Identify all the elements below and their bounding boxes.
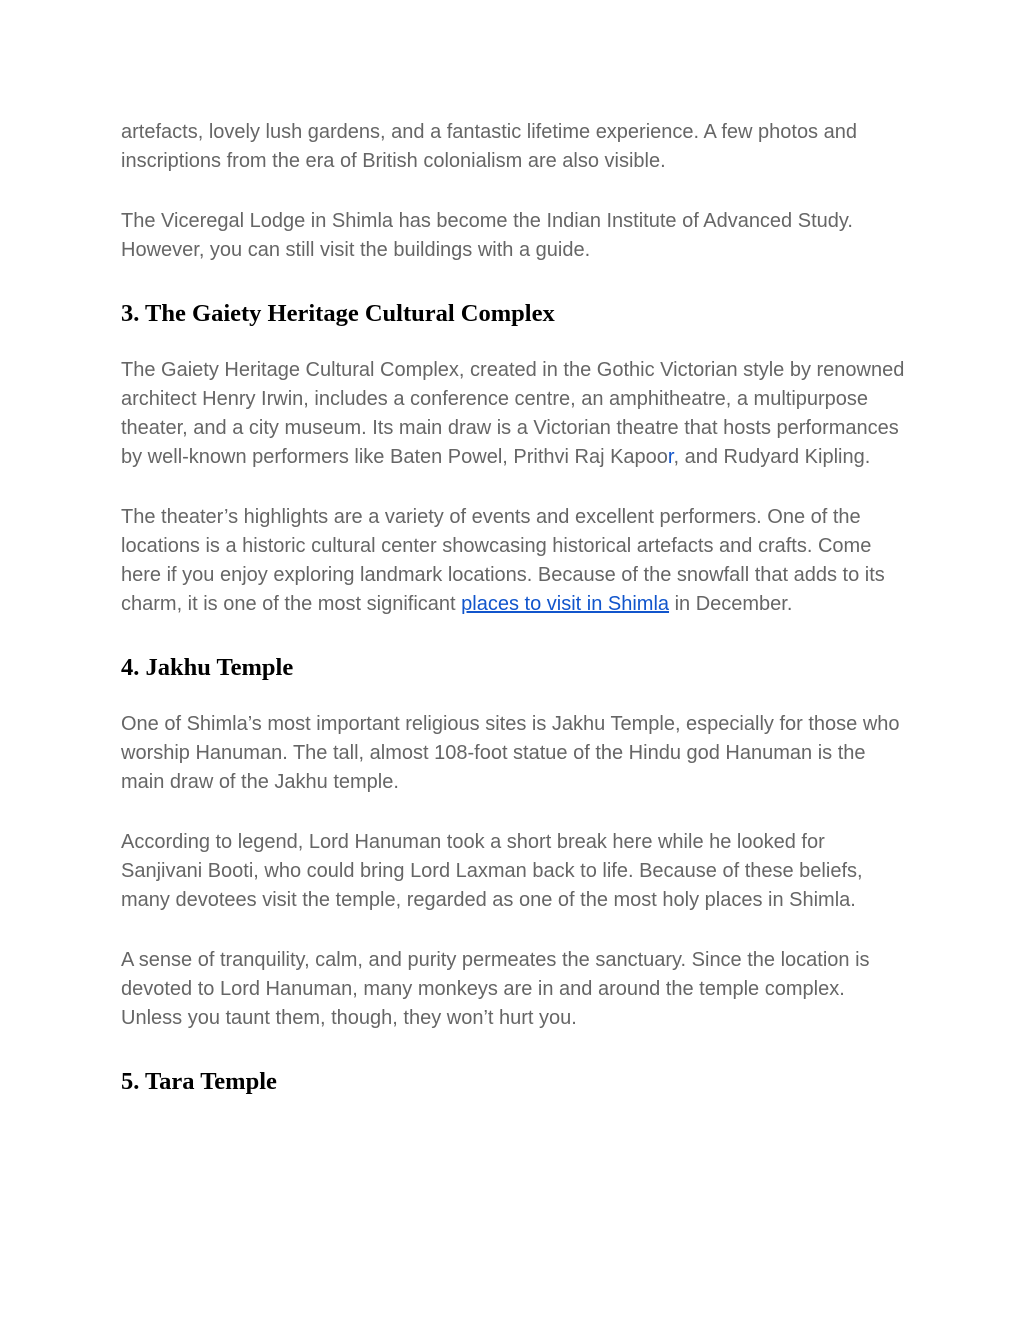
gaiety-description-blue-letter: r: [667, 446, 674, 468]
paragraph-theater-highlights: [121, 503, 911, 619]
theater-highlights-text: The theater’s highlights are a variety of events and excellent performers. One of the locations is a historic cultural center showcasing historical artefacts and crafts. Come here if you enjoy exploring landmark locations. Because of the snowfall that adds to its charm, it is one of the most significant: [121, 506, 885, 615]
paragraph-viceregal-lodge: The Viceregal Lodge in Shimla has become the Indian Institute of Advanced Study. However, you can still visit the buildings with a guide.: [121, 210, 853, 261]
document-content: [121, 118, 911, 1097]
heading-jakhu-temple: 4. Jakhu Temple: [121, 654, 294, 681]
paragraph-jakhu-sanctuary: A sense of tranquility, calm, and purity permeates the sanctuary. Since the location is devoted to Lord Hanuman, many monkeys are in and around the temple complex. Unless you taunt them, though, they won’t hurt you.: [121, 949, 870, 1029]
places-to-visit-link[interactable]: places to visit in Shimla: [461, 593, 670, 615]
gaiety-description-text-end: , and Rudyard Kipling.: [673, 446, 871, 468]
theater-highlights-text-end: in December.: [669, 593, 793, 615]
gaiety-description-text: The Gaiety Heritage Cultural Complex, created in the Gothic Victorian style by renowned architect Henry Irwin, includes a conference centre, an amphitheatre, a multipurpose theater, and a city museum. Its main draw is a Victorian theatre that hosts performances by well-known performers like Baten Powel, Prithvi Raj Kapoo: [121, 359, 905, 468]
paragraph-lodge-artefacts: artefacts, lovely lush gardens, and a fantastic lifetime experience. A few photos and inscriptions from the era of British colonialism are also visible.: [121, 121, 857, 172]
heading-gaiety-heritage: 3. The Gaiety Heritage Cultural Complex: [121, 300, 555, 327]
paragraph-jakhu-legend: According to legend, Lord Hanuman took a short break here while he looked for Sanjivani Booti, who could bring Lord Laxman back to life. Because of these beliefs, many devotees visit the temple, regarded as one of the most holy places in Shimla.: [121, 831, 863, 911]
paragraph-jakhu-intro: One of Shimla’s most important religious sites is Jakhu Temple, especially for those who worship Hanuman. The tall, almost 108-foot statue of the Hindu god Hanuman is the main draw of the Jakhu temple.: [121, 713, 900, 793]
paragraph-gaiety-description: [121, 356, 911, 472]
heading-tara-temple: 5. Tara Temple: [121, 1068, 277, 1095]
